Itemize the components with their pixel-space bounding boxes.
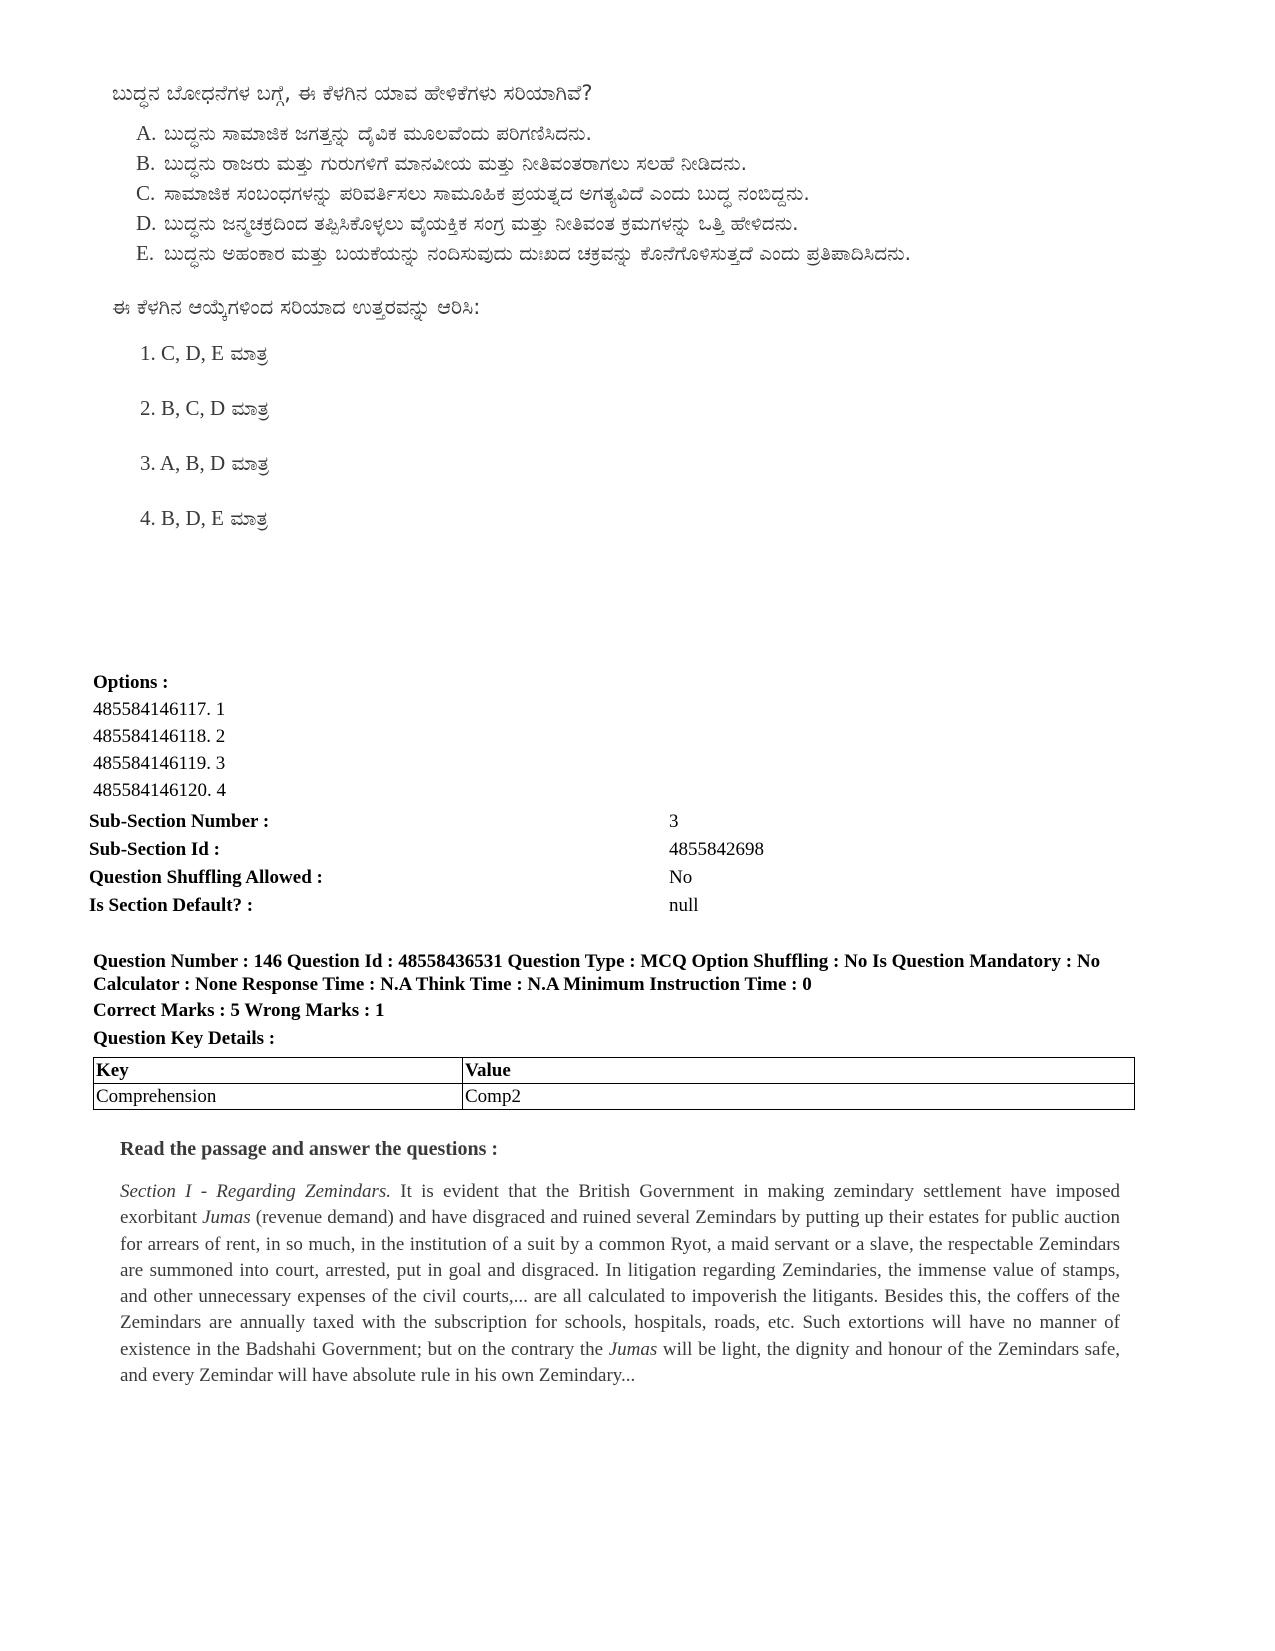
- comprehension-passage: [120, 1138, 1120, 1389]
- question-key-details-label: Question Key Details :: [93, 1028, 276, 1049]
- answer-choice-list: [140, 338, 1132, 558]
- option-item: 485584146118. 2: [93, 726, 226, 747]
- statement-label: A.: [136, 121, 157, 145]
- statement-label: E.: [136, 241, 155, 265]
- answer-choice-suffix: ಮಾತ್ರ: [230, 341, 268, 365]
- key-table-row: [94, 1084, 1135, 1110]
- passage-body: [120, 1179, 1120, 1389]
- statement-text: ಬುದ್ಧನು ಸಾಮಾಜಿಕ ಜಗತ್ತನ್ನು ದೈವಿಕ ಮೂಲವೆಂದು ಪರಿಗಣಿಸಿದನು.: [164, 121, 592, 145]
- statement-label: B.: [136, 151, 156, 175]
- statement-text: ಸಾಮಾಜಿಕ ಸಂಬಂಧಗಳನ್ನು ಪರಿವರ್ತಿಸಲು ಸಾಮೂಹಿಕ ಪ್ರಯತ್ನದ ಅಗತ್ಯವಿದೆ ಎಂದು ಬುದ್ಧ ನಂಬಿದ್ದನು.: [164, 181, 810, 205]
- answer-choice-letters: 1. C, D, E: [140, 341, 224, 365]
- passage-heading: Read the passage and answer the questions :: [120, 1138, 499, 1160]
- statement-item: [136, 148, 1132, 178]
- option-item: 485584146117. 1: [93, 699, 226, 720]
- statement-list: [136, 118, 1132, 268]
- answer-choice: [140, 503, 1132, 558]
- statement-item: [136, 208, 1132, 238]
- answer-choice-suffix: ಮಾತ್ರ: [230, 506, 268, 530]
- option-item: 485584146120. 4: [93, 780, 226, 801]
- subsection-details: [89, 808, 764, 920]
- statement-text: ಬುದ್ಧನು ರಾಜರು ಮತ್ತು ಗುರುಗಳಿಗೆ ಮಾನವೀಯ ಮತ್ತು ನೀತಿವಂತರಾಗಲು ಸಲಹೆ ನೀಡಿದನು.: [164, 151, 747, 175]
- answer-choice-letters: 2. B, C, D: [140, 396, 226, 420]
- subsection-value: 3: [669, 811, 679, 832]
- option-item: 485584146119. 3: [93, 753, 226, 774]
- subsection-row: [89, 864, 764, 892]
- statement-label: C.: [136, 181, 156, 205]
- passage-text: will be light, the dignity and honour of the Zemindars safe, and every Zemindar will have absolute rule in his own Zemindary...: [120, 1338, 1121, 1387]
- key-cell: Comprehension: [94, 1084, 463, 1110]
- subsection-row: [89, 836, 764, 864]
- question-header: Question Number : 146 Question Id : 48558436531 Question Type : MCQ Option Shuffling : No Is Question Mandatory : No Calculator : None Response Time : N.A Think Time : N.A Minimum Instruction Time : 0: [93, 951, 1101, 995]
- subsection-key: Sub-Section Id :: [89, 839, 220, 860]
- statement-text: ಬುದ್ಧನು ಜನ್ಮಚಕ್ರದಿಂದ ತಪ್ಪಿಸಿಕೊಳ್ಳಲು ವೈಯಕ್ತಿಕ ಸಂಗ್ರ ಮತ್ತು ನೀತಿವಂತ ಕ್ರಮಗಳನ್ನು ಒತ್ತಿ ಹೇಳಿದನು.: [164, 211, 799, 235]
- answer-choice: [140, 448, 1132, 503]
- value-column-header: Value: [463, 1058, 1135, 1084]
- key-column-header: Key: [94, 1058, 463, 1084]
- passage-text: (revenue demand) and have disgraced and ruined several Zemindars by putting up their estates for public auction for arrears of rent, in so much, in the institution of a suit by a common Ryot, a maid servant or a slave, the respectable Zemindars are summoned into court, arrested, put in goal and disgraced. In litigation regarding Zemindaries, the immense value of stamps, and other unnecessary expenses of the civil courts,... are all calculated to impoverish the litigants. Besides this, the coffers of the Zemindars are annually taxed with the subscription for schools, hospitals, roads, etc. Such extortions will have no manner of existence in the Badshahi Government; but on the contrary the: [120, 1207, 1121, 1360]
- answer-choice: [140, 393, 1132, 448]
- passage-term: Jumas: [202, 1207, 251, 1229]
- passage-term: Jumas: [608, 1338, 658, 1360]
- subsection-row: [89, 808, 764, 836]
- passage-text: It is evident that the British Government in making zemindary settlement have imposed exorbitant: [120, 1181, 1120, 1229]
- passage-section-label: Section I - Regarding Zemindars.: [120, 1181, 392, 1202]
- statement-item: [136, 118, 1132, 148]
- answer-choice-suffix: ಮಾತ್ರ: [231, 451, 270, 475]
- options-title: Options :: [93, 672, 169, 693]
- statement-label: D.: [136, 211, 157, 235]
- subsection-key: Question Shuffling Allowed :: [89, 867, 323, 888]
- key-table-header-row: [94, 1058, 1135, 1084]
- subsection-value: null: [669, 895, 699, 916]
- answer-choice-suffix: ಮಾತ್ರ: [231, 396, 270, 420]
- answer-instruction: ಈ ಕೆಳಗಿನ ಆಯ್ಕೆಗಳಿಂದ ಸರಿಯಾದ ಉತ್ತರವನ್ನು ಆರಿಸಿ:: [112, 295, 481, 319]
- subsection-key: Sub-Section Number :: [89, 811, 270, 832]
- question-key-table: [93, 1057, 1135, 1110]
- subsection-value: 4855842698: [669, 839, 764, 860]
- statement-item: [136, 178, 1132, 208]
- value-cell: Comp2: [463, 1084, 1135, 1110]
- statement-text: ಬುದ್ಧನು ಅಹಂಕಾರ ಮತ್ತು ಬಯಕೆಯನ್ನು ನಂದಿಸುವುದು ದುಃಖದ ಚಕ್ರವನ್ನು ಕೊನೆಗೊಳಿಸುತ್ತದೆ ಎಂದು ಪ್ರತಿಪಾದಿಸಿದನು.: [164, 241, 912, 265]
- question-prompt: ಬುದ್ಧನ ಬೋಧನೆಗಳ ಬಗ್ಗೆ, ಈ ಕೆಳಗಿನ ಯಾವ ಹೇಳಿಕೆಗಳು ಸರಿಯಾಗಿವೆ?: [112, 81, 593, 105]
- answer-choice-letters: 4. B, D, E: [140, 506, 224, 530]
- options-section: [93, 669, 226, 804]
- subsection-value: No: [669, 867, 693, 888]
- subsection-key: Is Section Default? :: [89, 895, 254, 916]
- question-marks: Correct Marks : 5 Wrong Marks : 1: [93, 1000, 385, 1021]
- subsection-row: [89, 892, 764, 920]
- statement-item: [136, 238, 1132, 268]
- answer-choice: [140, 338, 1132, 393]
- answer-choice-letters: 3. A, B, D: [140, 451, 226, 475]
- question-image-kannada: [112, 78, 1132, 558]
